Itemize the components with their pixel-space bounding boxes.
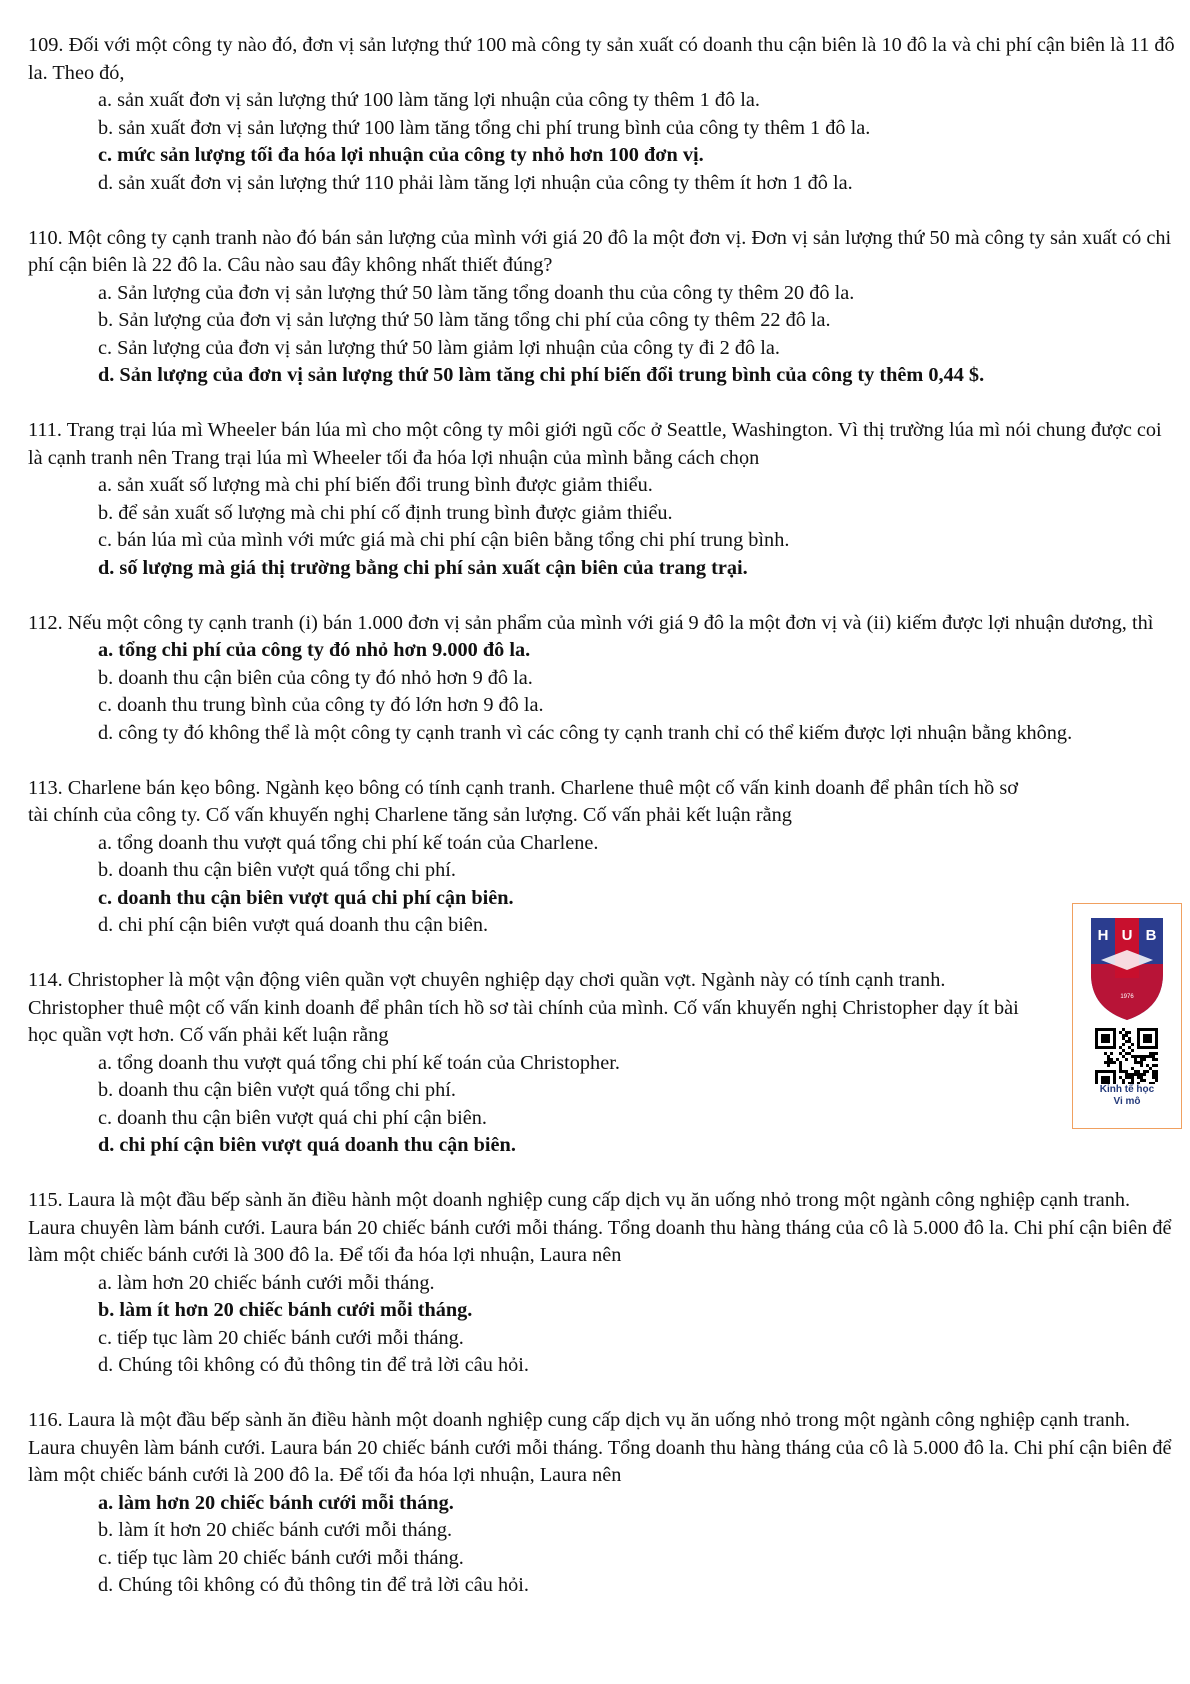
question-block bbox=[28, 32, 1176, 197]
question-stem: 114. Christopher là một vận động viên quần vợt chuyên nghiệp dạy chơi quần vợt. Ngành này có tính cạnh tranh. Christopher thuê một cố vấn kinh doanh để phân tích hồ sơ tài chính của mình. Cố vấn khuyến nghị Christopher dạy ít bài học quần vợt hơn. Cố vấn phải kết luận rằng bbox=[28, 969, 1019, 1046]
question-stem: 116. Laura là một đầu bếp sành ăn điều hành một doanh nghiệp cung cấp dịch vụ ăn uống nhỏ trong một ngành công nghiệp cạnh tranh. Laura chuyên làm bánh cưới. Laura bán 20 chiếc bánh cưới mỗi tháng. Tổng doanh thu hàng tháng của cô là 5.000 đô la. Chi phí cận biên để làm một chiếc bánh cưới là 200 đô la. Để tối đa hóa lợi nhuận, Laura nên bbox=[28, 1409, 1172, 1486]
logo-letter-h: H bbox=[1097, 927, 1109, 944]
answer-option: c. bán lúa mì của mình với mức giá mà chi phí cận biên bằng tổng chi phí trung bình. bbox=[98, 529, 790, 551]
answer-option: b. Sản lượng của đơn vị sản lượng thứ 50 làm tăng tổng chi phí của công ty thêm 22 đô la. bbox=[98, 309, 831, 331]
answer-option-correct: d. Sản lượng của đơn vị sản lượng thứ 50 làm tăng chi phí biến đổi trung bình của công ty thêm 0,44 $. bbox=[98, 364, 985, 386]
question-block bbox=[28, 610, 1176, 748]
answer-option: b. doanh thu cận biên vượt quá tổng chi phí. bbox=[98, 1079, 456, 1101]
answer-option: a. tổng doanh thu vượt quá tổng chi phí kế toán của Christopher. bbox=[98, 1051, 620, 1074]
answer-option: d. sản xuất đơn vị sản lượng thứ 110 phải làm tăng lợi nhuận của công ty thêm ít hơn 1 đô la. bbox=[98, 171, 853, 194]
answer-option: d. Chúng tôi không có đủ thông tin để trả lời câu hỏi. bbox=[98, 1354, 529, 1376]
question-block bbox=[28, 1407, 1176, 1600]
answer-option: c. tiếp tục làm 20 chiếc bánh cưới mỗi tháng. bbox=[98, 1546, 464, 1569]
answer-option: a. sản xuất đơn vị sản lượng thứ 100 làm tăng lợi nhuận của công ty thêm 1 đô la. bbox=[98, 89, 760, 111]
answer-option: d. chi phí cận biên vượt quá doanh thu cận biên. bbox=[98, 914, 489, 936]
badge-label-line1: Kinh tế học bbox=[1099, 1084, 1155, 1095]
question-stem: 113. Charlene bán kẹo bông. Ngành kẹo bông có tính cạnh tranh. Charlene thuê một cố vấn kinh doanh để phân tích hồ sơ tài chính của công ty. Cố vấn khuyến nghị Charlene tăng sản lượng. Cố vấn phải kết luận rằng bbox=[28, 776, 1018, 826]
answer-option: d. công ty đó không thể là một công ty cạnh tranh vì các công ty cạnh tranh chỉ có thể kiếm được lợi nhuận bằng không. bbox=[98, 721, 1073, 744]
answer-option: b. sản xuất đơn vị sản lượng thứ 100 làm tăng tổng chi phí trung bình của công ty thêm 1 đô la. bbox=[98, 116, 871, 139]
answer-option: a. Sản lượng của đơn vị sản lượng thứ 50 làm tăng tổng doanh thu của công ty thêm 20 đô la. bbox=[98, 281, 855, 304]
answer-option-correct: d. số lượng mà giá thị trường bằng chi phí sản xuất cận biên của trang trại. bbox=[98, 556, 748, 579]
answer-option: a. sản xuất số lượng mà chi phí biến đổi trung bình được giảm thiểu. bbox=[98, 474, 653, 496]
logo-letter-b: B bbox=[1145, 927, 1157, 944]
answer-option: d. Chúng tôi không có đủ thông tin để trả lời câu hỏi. bbox=[98, 1574, 529, 1596]
question-block bbox=[28, 775, 1176, 940]
answer-option: b. doanh thu cận biên của công ty đó nhỏ hơn 9 đô la. bbox=[98, 666, 533, 689]
document-body bbox=[28, 32, 1176, 1627]
qr-code-icon bbox=[1095, 1028, 1158, 1084]
answer-option-correct: a. làm hơn 20 chiếc bánh cưới mỗi tháng. bbox=[98, 1491, 454, 1514]
badge-label-line2: Vi mô bbox=[1113, 1096, 1141, 1107]
question-stem: 115. Laura là một đầu bếp sành ăn điều hành một doanh nghiệp cung cấp dịch vụ ăn uống nhỏ trong một ngành công nghiệp cạnh tranh. Laura chuyên làm bánh cưới. Laura bán 20 chiếc bánh cưới mỗi tháng. Tổng doanh thu hàng tháng của cô là 5.000 đô la. Chi phí cận biên để làm một chiếc bánh cưới là 300 đô la. Để tối đa hóa lợi nhuận, Laura nên bbox=[28, 1189, 1172, 1266]
answer-option: b. để sản xuất số lượng mà chi phí cố định trung bình được giảm thiểu. bbox=[98, 501, 673, 524]
answer-option: c. doanh thu trung bình của công ty đó lớn hơn 9 đô la. bbox=[98, 694, 544, 716]
answer-option-correct: c. doanh thu cận biên vượt quá chi phí cận biên. bbox=[98, 886, 514, 909]
answer-option-correct: a. tổng chi phí của công ty đó nhỏ hơn 9.000 đô la. bbox=[98, 639, 531, 661]
question-block bbox=[28, 417, 1176, 582]
answer-option-correct: d. chi phí cận biên vượt quá doanh thu cận biên. bbox=[98, 1134, 516, 1156]
question-block bbox=[28, 1187, 1176, 1380]
question-block bbox=[28, 967, 1176, 1160]
answer-option: a. làm hơn 20 chiếc bánh cưới mỗi tháng. bbox=[98, 1271, 435, 1294]
answer-option: c. tiếp tục làm 20 chiếc bánh cưới mỗi tháng. bbox=[98, 1326, 464, 1349]
logo-letter-u: U bbox=[1121, 927, 1133, 944]
question-stem: 109. Đối với một công ty nào đó, đơn vị sản lượng thứ 100 mà công ty sản xuất có doanh thu cận biên là 10 đô la và chi phí cận biên là 11 đô la. Theo đó, bbox=[28, 34, 1175, 84]
hub-logo-badge bbox=[1072, 903, 1182, 1129]
question-stem: 112. Nếu một công ty cạnh tranh (i) bán 1.000 đơn vị sản phẩm của mình với giá 9 đô la một đơn vị và (ii) kiếm được lợi nhuận dương, thì bbox=[28, 611, 1154, 634]
answer-option: a. tổng doanh thu vượt quá tổng chi phí kế toán của Charlene. bbox=[98, 831, 599, 854]
hub-shield-logo bbox=[1073, 904, 1180, 1084]
question-block bbox=[28, 225, 1176, 390]
answer-option: b. doanh thu cận biên vượt quá tổng chi phí. bbox=[98, 859, 456, 881]
question-stem: 111. Trang trại lúa mì Wheeler bán lúa mì cho một công ty môi giới ngũ cốc ở Seattle, Washington. Vì thị trường lúa mì nói chung được coi là cạnh tranh nên Trang trại lúa mì Wheeler tối đa hóa lợi nhuận của mình bằng cách chọn bbox=[28, 419, 1162, 469]
question-stem: 110. Một công ty cạnh tranh nào đó bán sản lượng của mình với giá 20 đô la một đơn vị. Đơn vị sản lượng thứ 50 mà công ty sản xuất có chi phí cận biên là 22 đô la. Câu nào sau đây không nhất thiết đúng? bbox=[28, 226, 1172, 276]
answer-option: b. làm ít hơn 20 chiếc bánh cưới mỗi tháng. bbox=[98, 1519, 453, 1541]
answer-option: c. Sản lượng của đơn vị sản lượng thứ 50 làm giảm lợi nhuận của công ty đi 2 đô la. bbox=[98, 336, 780, 359]
shield-bottom bbox=[1091, 964, 1163, 1020]
logo-year: 1976 bbox=[1120, 994, 1134, 1000]
answer-option-correct: b. làm ít hơn 20 chiếc bánh cưới mỗi tháng. bbox=[98, 1299, 473, 1321]
answer-option-correct: c. mức sản lượng tối đa hóa lợi nhuận của công ty nhỏ hơn 100 đơn vị. bbox=[98, 144, 704, 166]
answer-option: c. doanh thu cận biên vượt quá chi phí cận biên. bbox=[98, 1106, 487, 1129]
